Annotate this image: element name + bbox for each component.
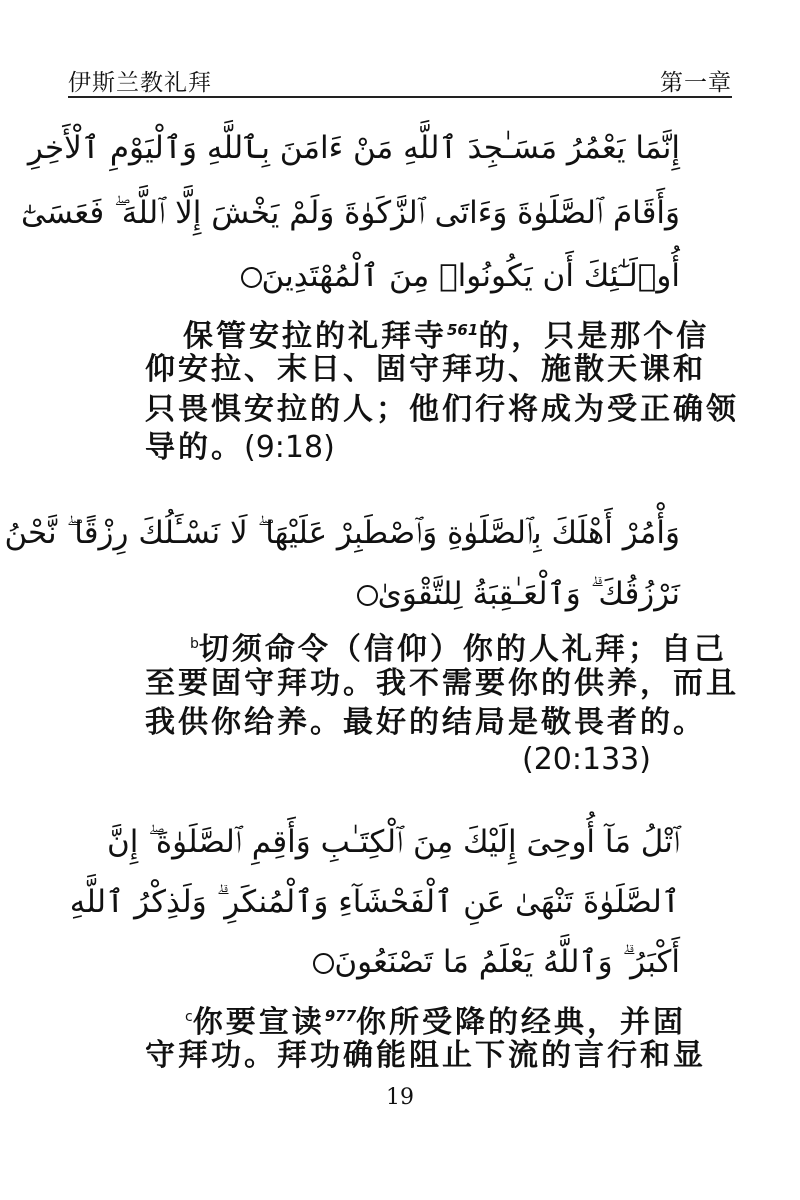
footnote-marker: 561 bbox=[447, 321, 479, 339]
translation-line: 守拜功。拜功确能阻止下流的言行和显 bbox=[145, 1038, 706, 1073]
translation-text: 你要宣读 bbox=[192, 1005, 325, 1040]
translation-text: 保管安拉的礼拜寺 bbox=[183, 319, 447, 354]
translation-line: 只畏惧安拉的人；他们行将成为受正确领 bbox=[145, 392, 739, 427]
verse-end-marker-icon bbox=[241, 267, 262, 288]
translation-text: 导的。 bbox=[145, 430, 244, 465]
arabic-verse-line bbox=[120, 574, 680, 614]
translation-line: 至要固守拜功。我不需要你的供养，而且 bbox=[145, 666, 739, 701]
book-title: 伊斯兰教礼拜 bbox=[68, 70, 212, 96]
arabic-verse-text: أُو۟لَـٰٓئِكَ أَن يَكُونُوا۟ مِنَ ٱلْمُهْتَدِينَ bbox=[261, 258, 680, 294]
arabic-verse-line bbox=[120, 942, 680, 982]
verse-reference: (20:133) bbox=[522, 742, 651, 777]
footnote-marker: c bbox=[185, 1009, 193, 1025]
translation-text: 的，只是那个信 bbox=[478, 319, 710, 354]
verse-end-marker-icon bbox=[313, 953, 334, 974]
translation-line: 我供你给养。最好的结局是敬畏者的。 bbox=[145, 705, 706, 740]
chapter-title: 第一章 bbox=[660, 70, 732, 96]
translation-line bbox=[145, 428, 335, 468]
page-number: 19 bbox=[386, 1085, 414, 1110]
arabic-verse-line: ٱلصَّلَوٰةَ تَنْهَىٰ عَنِ ٱلْفَحْشَآءِ وَٱلْمُنكَرِ ۗ وَلَذِكْرُ ٱللَّهِ bbox=[69, 884, 680, 920]
arabic-verse-line: ٱتْلُ مَآ أُوحِىَ إِلَيْكَ مِنَ ٱلْكِتَـٰبِ وَأَقِمِ ٱلصَّلَوٰةَ ۖ إِنَّ bbox=[106, 824, 680, 860]
arabic-verse-line: وَأْمُرْ أَهْلَكَ بِٱلصَّلَوٰةِ وَٱصْطَبِرْ عَلَيْهَا ۖ لَا نَسْـَٔلُكَ رِزْقًا ۖ نَّحْنُ bbox=[4, 515, 680, 551]
arabic-verse-line: إِنَّمَا يَعْمُرُ مَسَـٰجِدَ ٱللَّهِ مَنْ ءَامَنَ بِٱللَّهِ وَٱلْيَوْمِ ٱلْأَخِرِ bbox=[27, 130, 680, 166]
translation-text: 你所受降的经典，并固 bbox=[356, 1005, 687, 1040]
arabic-verse-line: وَأَقَامَ ٱلصَّلَوٰةَ وَءَاتَى ٱلزَّكَوٰةَ وَلَمْ يَخْشَ إِلَّا ٱللَّهَ ۖ فَعَسَىٰٓ bbox=[20, 195, 680, 231]
translation-text: 切须命令（信仰）你的人礼拜；自己 bbox=[198, 632, 727, 667]
verse-end-marker-icon bbox=[357, 585, 378, 606]
verse-reference: (9:18) bbox=[244, 430, 335, 465]
translation-line bbox=[522, 740, 651, 780]
arabic-verse-text: أَكْبَرُ ۗ وَٱللَّهُ يَعْلَمُ مَا تَصْنَعُونَ bbox=[334, 944, 680, 980]
translation-line: 仰安拉、末日、固守拜功、施散天课和 bbox=[145, 352, 706, 387]
running-header bbox=[68, 58, 732, 98]
footnote-marker: 977 bbox=[324, 1007, 357, 1025]
arabic-verse-line bbox=[120, 256, 680, 296]
arabic-verse-text: نَرْزُقُكَ ۗ وَٱلْعَـٰقِبَةُ لِلتَّقْوَىٰ bbox=[377, 576, 680, 612]
footnote-marker: b bbox=[190, 636, 199, 652]
